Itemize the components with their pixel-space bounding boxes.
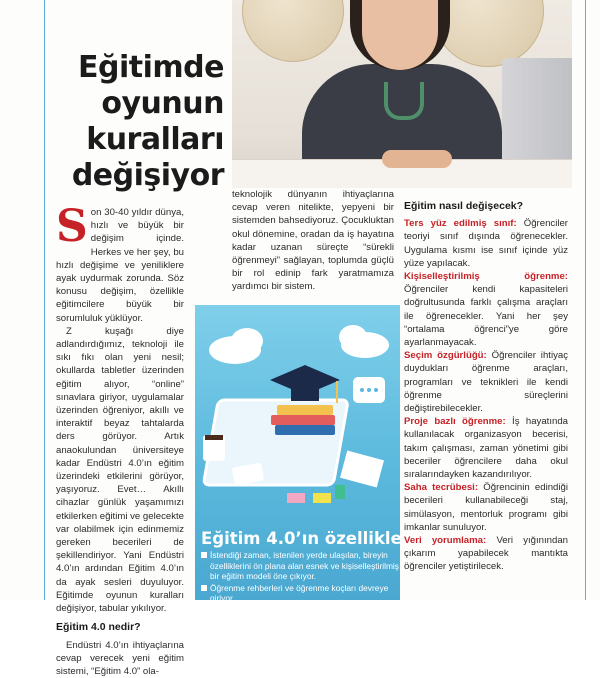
book-icon: [277, 405, 333, 415]
list-item: [404, 415, 568, 481]
item-label: Saha tecrübesi:: [404, 482, 478, 493]
bullet-item: İstendiği zaman, istenilen yerde ulaşılan, bireyin özelliklerini ön plana alan esnek ve kişiselleştirilmiş bir eğitim modeli öne çıkıyor.: [201, 550, 399, 582]
item-text: İş hayatında kullanılacak organizasyon becerisi, takım çalışması, zaman yönetimi gibi beceriler öğrencilere daha okul sıralarındayken kazandırılıyor.: [404, 416, 568, 480]
column-3: [404, 188, 568, 574]
book-icon: [271, 415, 335, 425]
sticky-note-icon: [335, 485, 345, 499]
body-paragraph: Z kuşağı diye adlandırdığımız, teknoloji ile sıkı fıkı olan yeni nesil; okullarda tabletler üzerinden eğitim alıyor, “online” sınavlara giriyor, uygulamalar üzerinden öğreniyor, akıllı ve interaktif beyaz tahtalarda ders görüyor. Artık anaokulundan üniversiteye kadar Endüstri 4.0’ın eğitim üzerindeki etkilerini görüyor, yaşıyoruz. Evet… Akıllı cihazlar günlük yaşamımızı etkilerken eğitimi ve gelecekte var olabilmek için edinmemiz gereken becerileri de şekillendiriyor. Yani Endüstri 4.0’ın ardından Eğitim 4.0’ın da ayak sesleri duyuluyor. Eğitimde oyunun kuralları değişiyor, tabular yıkılıyor.: [56, 325, 184, 615]
headline-line: oyunun: [50, 86, 224, 122]
document-icon: [340, 451, 384, 488]
headline-line: değişiyor: [50, 158, 224, 194]
item-text: Öğrencinin edindiği becerileri kullanabileceği staj, simülasyon, mentorluk programı gibi imkanlar sunuluyor.: [404, 482, 568, 533]
hands: [382, 150, 452, 168]
column-1: [56, 206, 184, 678]
headline: [50, 50, 224, 194]
item-text: Öğrenciler ihtiyaç duydukları öğrenme araçları, programları ve teknikleri ile kendi öğrenme süreçlerini değiştirebilecekler.: [404, 350, 568, 414]
intro-paragraph: [56, 206, 184, 325]
education-illustration: [195, 305, 400, 525]
infographic-bullets: [201, 550, 399, 605]
column-2: [232, 188, 394, 294]
headline-line: kuralları: [50, 122, 224, 158]
item-label: Veri yorumlama:: [404, 535, 486, 546]
section-heading: Eğitim nasıl değişecek?: [404, 200, 568, 213]
list-item: [404, 481, 568, 534]
header-photo: [232, 0, 572, 188]
item-text: Öğrenciler teoriyi sınıf dışında öğrenecekler. Uygulama kısmı ise sınıf içinde yüz yüze yapılacak.: [404, 218, 568, 269]
item-label: Ters yüz edilmiş sınıf:: [404, 218, 517, 229]
section-heading: Eğitim 4.0 nedir?: [56, 621, 184, 634]
item-label: Seçim özgürlüğü:: [404, 350, 487, 361]
list-item: [404, 217, 568, 270]
list-item: [404, 534, 568, 574]
body-paragraph: teknolojik dünyanın ihtiyaçlarına cevap veren nitelikte, yepyeni bir sistemden bahsediyoruz. Çocukluktan okul dönemine, oradan da iş hayatına kadar uzanan süreçte “sürekli öğrenmeyi” sağlayan, toplumda güçlü bir rol edinip fark yaratmamıza yardımcı bir sistem.: [232, 188, 394, 294]
headline-line: Eğitimde: [50, 50, 224, 86]
list-item: [404, 349, 568, 415]
sticky-note-icon: [287, 493, 305, 503]
globe-decoration: [242, 0, 344, 62]
intro-text: on 30-40 yıldır dünya, hızlı ve büyük bir değişim içinde. Herkes ve her şey, bu hızlı değişime ve yeniliklere ayak uydurmak zorunda. Söz konusu değişim, özellikle eğitimcilere büyük bir sorumluluk yüklüyor.: [56, 207, 184, 324]
book-icon: [275, 425, 335, 435]
sticky-note-icon: [313, 493, 331, 503]
item-text: Öğrenciler kendi kapasiteleri doğrultusunda farklı çalışma araçları ile öğrenecekler. Yani her şey “ortalama öğrenci”ye göre ayarlanmayacak.: [404, 284, 568, 348]
bullet-item: Öğrenme rehberleri ve öğrenme koçları devreye giriyor.: [201, 583, 399, 604]
infographic-title: Eğitim 4.0’ın özellikleri: [201, 529, 397, 548]
body-paragraph: Endüstri 4.0’ın ihtiyaçlarına cevap verecek yeni eğitim sistemi, “Eğitim 4.0” ola-: [56, 639, 184, 678]
item-label: Proje bazlı öğrenme:: [404, 416, 506, 427]
necklace: [384, 82, 424, 120]
dropcap: S: [56, 208, 88, 246]
list-item: [404, 270, 568, 349]
item-text: Veri yığınından çıkarım yapabilecek mantıkta öğrenciler yetiştirilecek.: [404, 535, 568, 572]
infographic-box: [195, 305, 400, 600]
item-label: Kişiselleştirilmiş öğrenme:: [404, 271, 568, 282]
